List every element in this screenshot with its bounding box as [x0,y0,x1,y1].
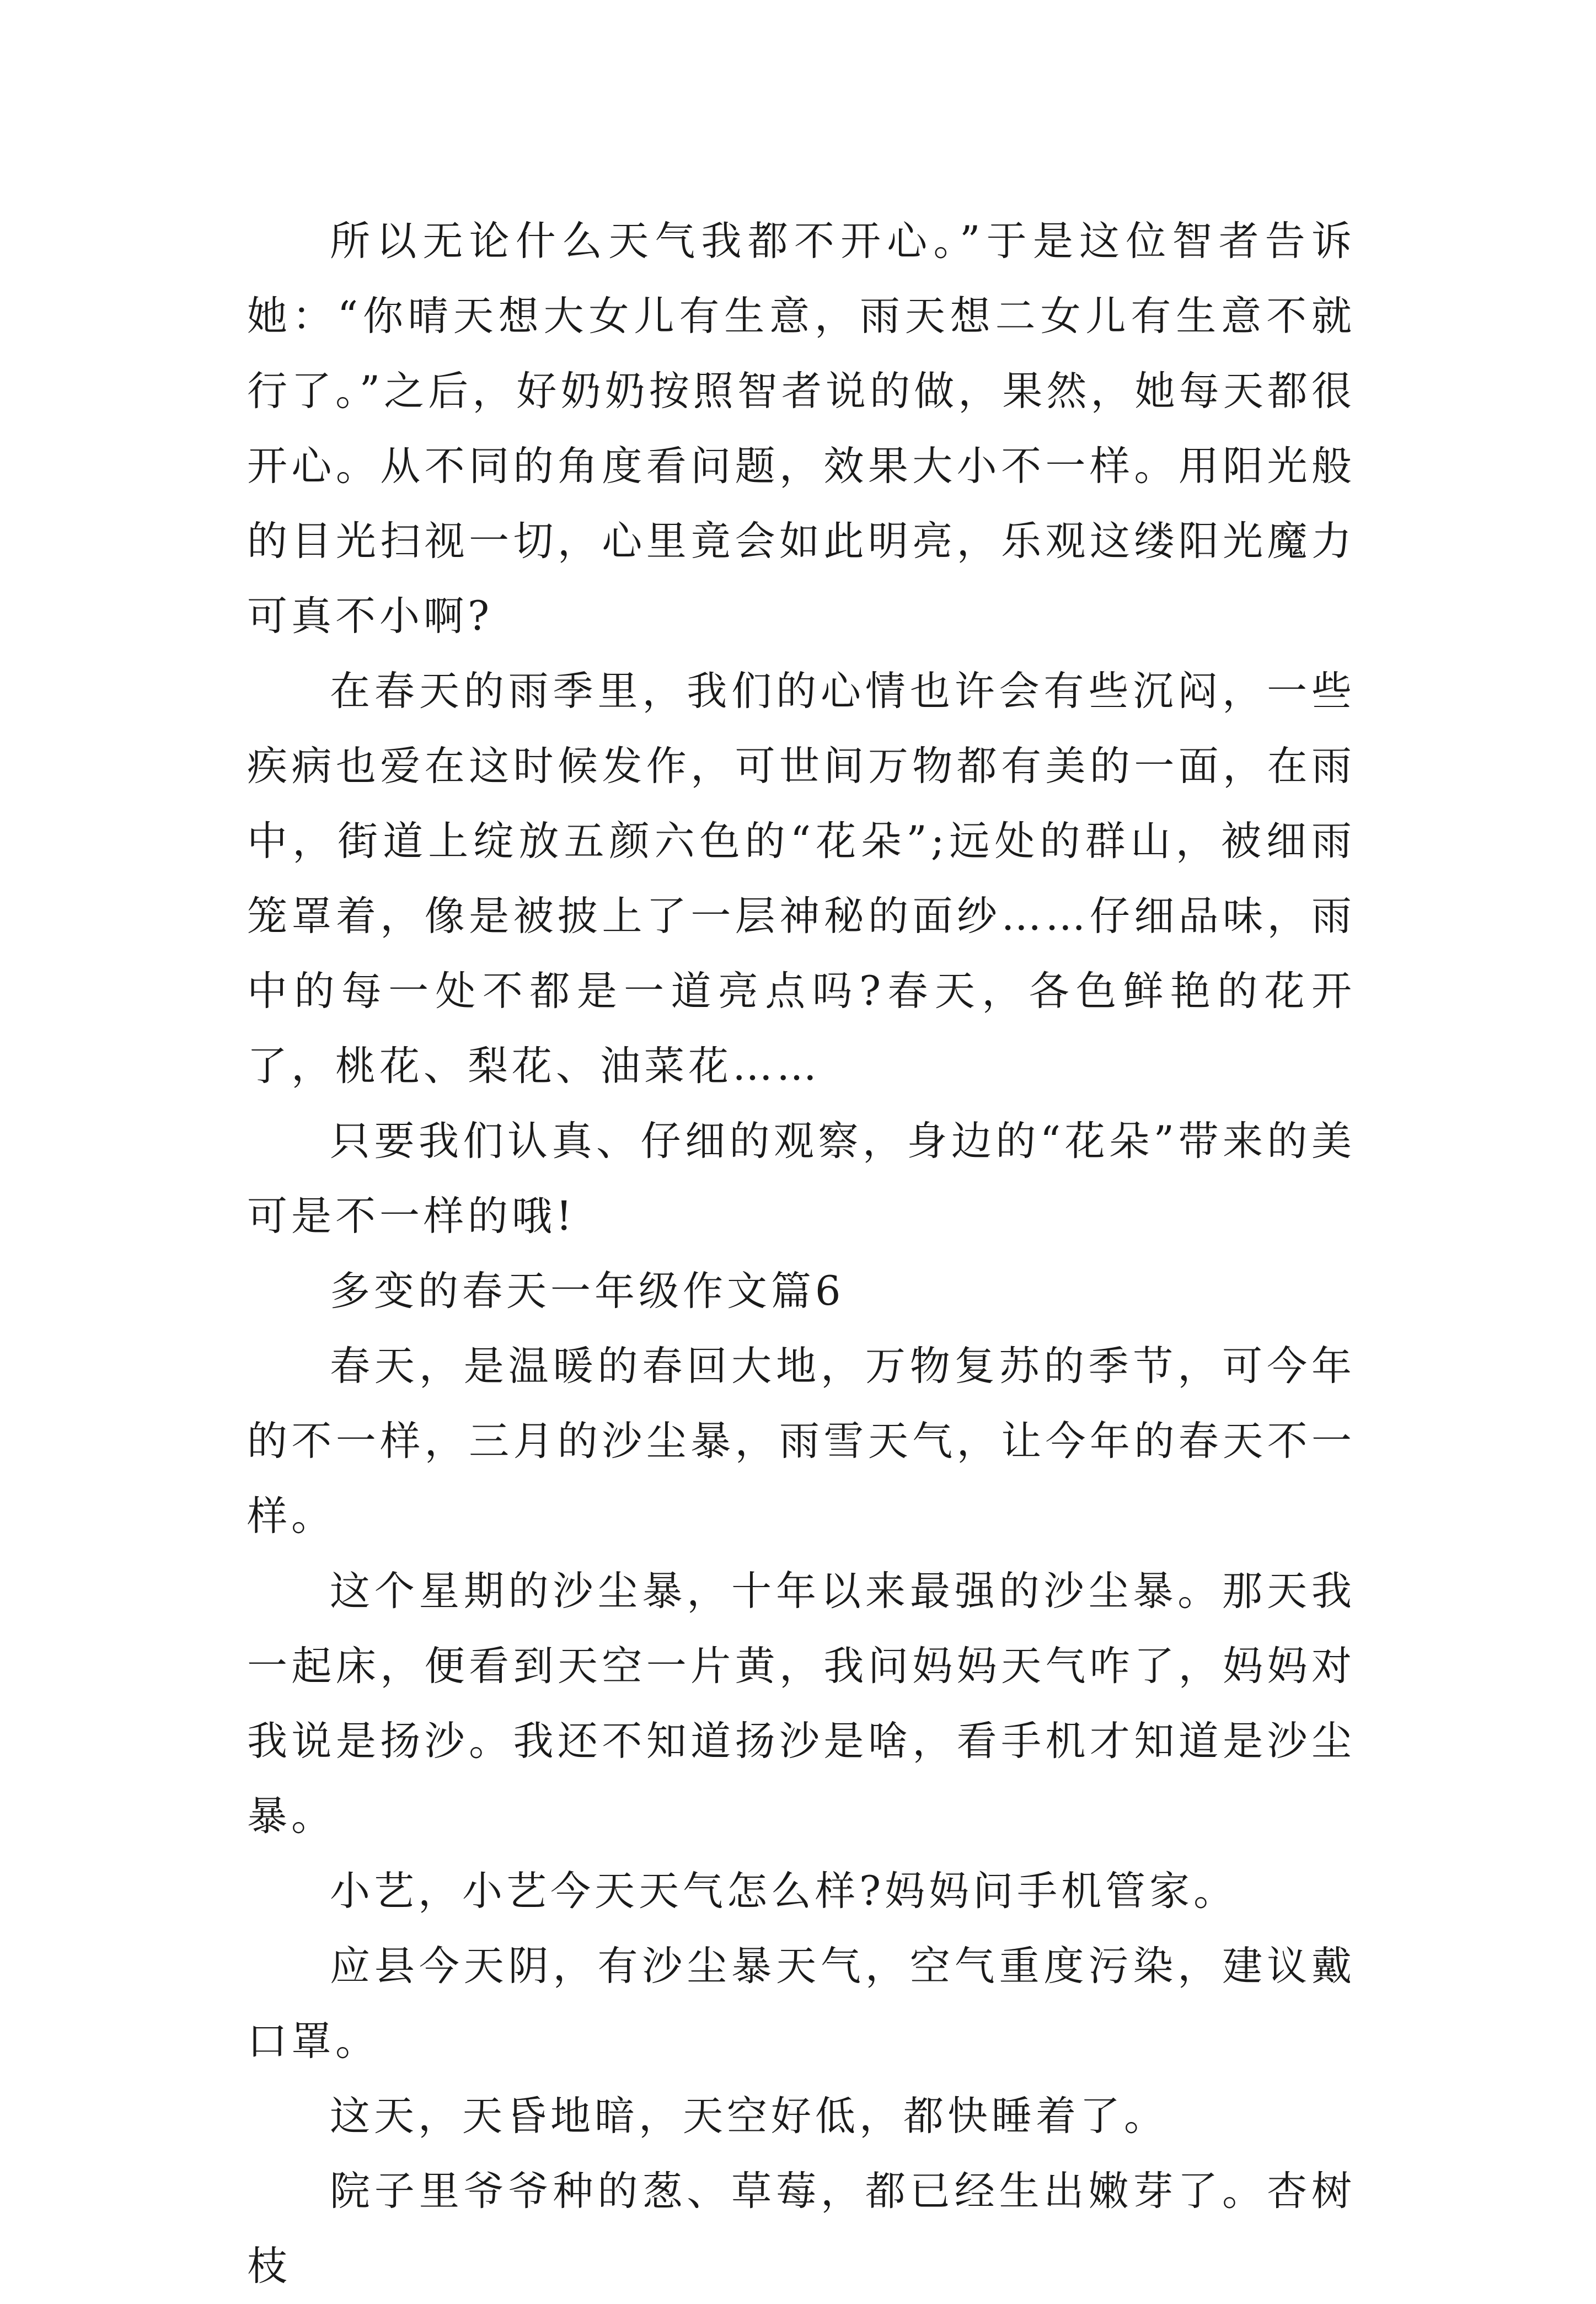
section-heading: 多变的春天一年级作文篇6 [330,1268,845,1315]
paragraph: 在春天的雨季里，我们的心情也许会有些沉闷，一些疾病也爱在这时候发作，可世间万物都有美的一面，在雨中，街道上绽放五颜六色的“花朵”;远处的群山，被细雨笼罩着，像是被披上了一层神秘的面纱……仔细品味，雨中的每一处不都是一道亮点吗?春天，各色鲜艳的花开了，桃花、梨花、油菜花…… [247,668,1356,1090]
document-body [247,204,1356,2304]
continued-text-lead [247,218,330,265]
paragraph: 春天，是温暖的春回大地，万物复苏的季节，可今年的不一样，三月的沙尘暴，雨雪天气，让今年的春天不一样。 [247,1343,1356,1540]
paragraph: 小艺，小艺今天天气怎么样?妈妈问手机管家。 [330,1868,1238,1915]
paragraph: 院子里爷爷种的葱、草莓，都已经生出嫩芽了。杏树枝 [247,2168,1356,2290]
paragraph: 应县今天阴，有沙尘暴天气，空气重度污染，建议戴口罩。 [247,1943,1356,2065]
paragraph: 这个星期的沙尘暴，十年以来最强的沙尘暴。那天我一起床，便看到天空一片黄，我问妈妈天气咋了，妈妈对我说是扬沙。我还不知道扬沙是啥，看手机才知道是沙尘暴。 [247,1568,1356,1840]
paragraph: 这天，天昏地暗，天空好低，都快睡着了。 [330,2093,1168,2140]
paragraph [247,204,1356,654]
paragraph-text: 所以无论什么天气我都不开心。”于是这位智者告诉她：“你晴天想大女儿有生意，雨天想二女儿有生意不就行了。”之后，好奶奶按照智者说的做，果然，她每天都很开心。从不同的角度看问题，效果大小不一样。用阳光般的目光扫视一切，心里竟会如此明亮，乐观这缕阳光魔力可真不小啊? [247,218,1356,640]
paragraph: 只要我们认真、仔细的观察，身边的“花朵”带来的美可是不一样的哦! [247,1118,1356,1240]
